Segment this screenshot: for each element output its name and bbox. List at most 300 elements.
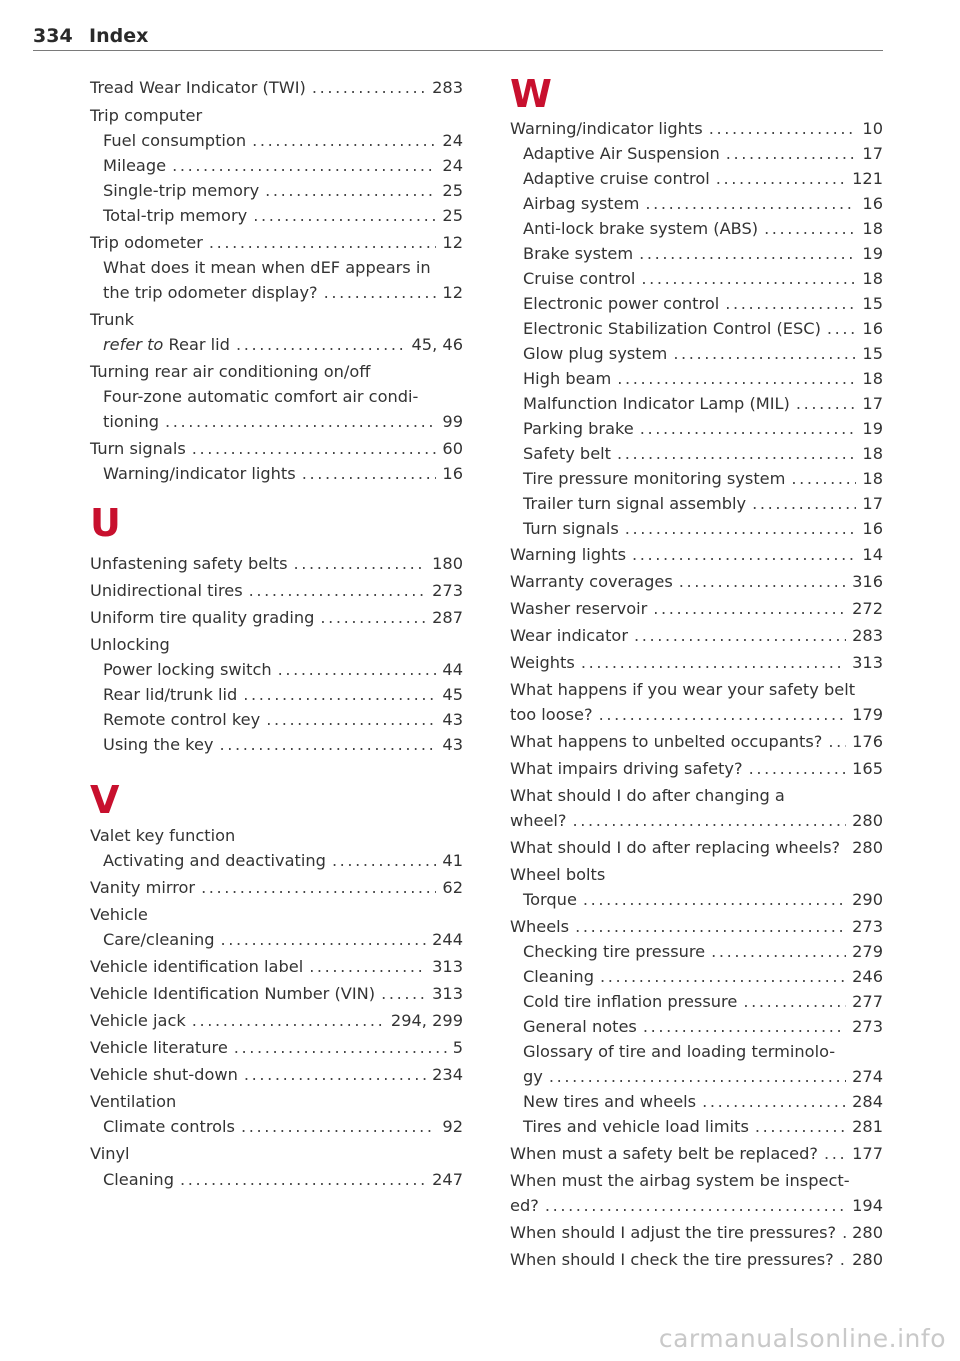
index-entry [90, 1064, 463, 1086]
index-entry [90, 634, 463, 656]
page-reference: 273 [852, 917, 883, 936]
page-reference: 25 [442, 206, 463, 225]
page-reference: 283 [432, 78, 463, 97]
page-reference: 247 [432, 1170, 463, 1189]
dot-leader [294, 553, 427, 575]
page-reference: 246 [852, 967, 883, 986]
dot-leader [752, 493, 856, 515]
dot-leader [796, 393, 857, 415]
index-entry [103, 180, 463, 202]
dot-leader [324, 282, 437, 304]
dot-leader [252, 130, 436, 152]
dot-leader [632, 544, 856, 566]
dot-leader [840, 1249, 846, 1271]
index-entry [510, 544, 883, 566]
index-entry [103, 684, 463, 706]
dot-leader [249, 580, 426, 602]
page-reference: 313 [432, 957, 463, 976]
entry-text: Safety belt [523, 444, 612, 463]
entry-text: Torque [523, 890, 577, 909]
entry-text: tioning [103, 412, 160, 431]
index-entry [510, 1143, 883, 1165]
page-number: 334 [33, 25, 73, 47]
entry-text: Airbag system [523, 194, 640, 213]
dot-leader [180, 1169, 426, 1191]
dot-leader [309, 956, 426, 978]
page-reference: 274 [852, 1067, 883, 1086]
dot-leader [253, 205, 436, 227]
entry-text: What happens to unbelted occupants? [510, 732, 823, 751]
entry-text: Electronic Stabilization Control (ESC) [523, 319, 821, 338]
page-reference: 10 [862, 119, 883, 138]
dot-leader [709, 118, 857, 140]
page-reference: 313 [852, 653, 883, 672]
dot-leader [641, 268, 856, 290]
page-reference: 43 [442, 735, 463, 754]
entry-text: Turn signals [523, 519, 619, 538]
dot-leader [221, 929, 427, 951]
page-reference: 287 [432, 608, 463, 627]
entry-text: Trailer turn signal assembly [523, 494, 747, 513]
index-entry [523, 1116, 883, 1138]
index-entry [103, 463, 463, 485]
index-entry [523, 518, 883, 540]
index-entry [510, 785, 883, 807]
dot-leader [625, 518, 857, 540]
index-entry [103, 282, 463, 304]
page-reference: 234 [432, 1065, 463, 1084]
page-reference: 273 [852, 1017, 883, 1036]
dot-leader [617, 443, 856, 465]
page-reference: 280 [852, 1223, 883, 1242]
dot-leader [824, 1143, 846, 1165]
dot-leader [743, 991, 846, 1013]
index-entry [103, 709, 463, 731]
dot-leader [265, 180, 436, 202]
entry-text: Four-zone automatic comfort air condi- [103, 387, 419, 406]
entry-text: When must a safety belt be replaced? [510, 1144, 819, 1163]
entry-text: ed? [510, 1196, 539, 1215]
entry-text: Unfastening safety belts [90, 554, 288, 573]
page-reference: 17 [862, 394, 883, 413]
dot-leader [381, 983, 426, 1005]
page-reference: 12 [442, 233, 463, 252]
page-title: Index [89, 25, 149, 47]
entry-text: Weights [510, 653, 575, 672]
entry-text: Vehicle shut-down [90, 1065, 238, 1084]
entry-text: Electronic power control [523, 294, 720, 313]
entry-text: Cleaning [523, 967, 594, 986]
page-reference: 179 [852, 705, 883, 724]
index-entry [90, 232, 463, 254]
entry-text: Tire pressure monitoring system [523, 469, 786, 488]
dot-leader [828, 731, 846, 753]
index-entry [510, 598, 883, 620]
index-entry [510, 1195, 883, 1217]
page-reference: 12 [442, 283, 463, 302]
page-reference: 283 [852, 626, 883, 645]
index-entry [510, 837, 883, 859]
index-entry [510, 118, 883, 140]
page-reference: 121 [852, 169, 883, 188]
index-entry [510, 864, 883, 886]
entry-text: What should I do after changing a [510, 786, 785, 805]
index-entry [510, 1249, 883, 1271]
page-reference: 45, 46 [411, 335, 463, 354]
entry-text: Trunk [90, 310, 135, 329]
index-entry [523, 1016, 883, 1038]
index-entry [90, 580, 463, 602]
index-entry [523, 318, 883, 340]
page-reference: 24 [442, 156, 463, 175]
dot-leader [639, 243, 856, 265]
entry-text: Glossary of tire and loading terminolo- [523, 1042, 836, 1061]
dot-leader [725, 293, 856, 315]
index-entry [103, 929, 463, 951]
page-reference: 194 [852, 1196, 883, 1215]
entry-text: General notes [523, 1017, 637, 1036]
entry-text: Vehicle literature [90, 1038, 228, 1057]
dot-leader [192, 438, 437, 460]
entry-text: Unidirectional tires [90, 581, 243, 600]
index-entry [90, 309, 463, 331]
dot-leader [549, 1066, 846, 1088]
dot-leader [573, 810, 847, 832]
page-header [33, 24, 883, 51]
page-reference: 17 [862, 494, 883, 513]
entry-text: Vehicle jack [90, 1011, 186, 1030]
index-entry [510, 1170, 883, 1192]
page-reference: 165 [852, 759, 883, 778]
entry-text: What does it mean when dEF appears in [103, 258, 431, 277]
dot-leader [842, 1222, 846, 1244]
entry-text: High beam [523, 369, 612, 388]
page-reference: 281 [852, 1117, 883, 1136]
page-reference: 177 [852, 1144, 883, 1163]
index-entry [510, 571, 883, 593]
index-entry [523, 1091, 883, 1113]
index-entry [90, 1091, 463, 1113]
index-entry [523, 468, 883, 490]
index-entry [523, 443, 883, 465]
dot-leader [209, 232, 437, 254]
page-reference: 5 [452, 1038, 463, 1057]
entry-text: the trip odometer display? [103, 283, 318, 302]
dot-leader [673, 343, 856, 365]
page-reference: 16 [862, 319, 883, 338]
index-entry [523, 941, 883, 963]
dot-leader [645, 193, 856, 215]
index-entry [523, 268, 883, 290]
page-reference: 14 [862, 545, 883, 564]
entry-text: Mileage [103, 156, 167, 175]
entry-text: Warning/indicator lights [103, 464, 296, 483]
entry-text: What should I do after replacing wheels? [510, 838, 841, 857]
index-entry [103, 1116, 463, 1138]
entry-text: Tread Wear Indicator (TWI) [90, 78, 306, 97]
index-entry [510, 1222, 883, 1244]
page-reference: 60 [442, 439, 463, 458]
page-reference: 272 [852, 599, 883, 618]
page-reference: 180 [432, 554, 463, 573]
dot-leader [583, 889, 846, 911]
entry-text: wheel? [510, 811, 567, 830]
index-entry [103, 257, 463, 279]
entry-text: Cold tire inflation pressure [523, 992, 738, 1011]
dot-leader [726, 143, 857, 165]
dot-leader [302, 463, 437, 485]
index-entry [523, 193, 883, 215]
page-reference: 290 [852, 890, 883, 909]
dot-leader [243, 684, 436, 706]
page-reference: 316 [852, 572, 883, 591]
page-reference: 284 [852, 1092, 883, 1111]
dot-leader [755, 1116, 846, 1138]
index-entry [103, 205, 463, 227]
page-reference: 18 [862, 219, 883, 238]
entry-text: Care/cleaning [103, 930, 215, 949]
dot-leader [600, 966, 846, 988]
dot-leader [220, 734, 437, 756]
index-entry [523, 991, 883, 1013]
index-entry [103, 659, 463, 681]
dot-leader [749, 758, 847, 780]
index-entry [103, 130, 463, 152]
dot-leader [236, 334, 406, 356]
index-entry [103, 155, 463, 177]
watermark: carmanualsonline.info [658, 1324, 946, 1353]
index-entry [523, 168, 883, 190]
dot-leader [711, 941, 846, 963]
page-reference: 18 [862, 444, 883, 463]
dot-leader [244, 1064, 426, 1086]
page-reference: 18 [862, 469, 883, 488]
page-reference: 16 [442, 464, 463, 483]
page-reference: 279 [852, 942, 883, 961]
index-entry [523, 889, 883, 911]
index-entry [90, 77, 463, 99]
dot-leader [653, 598, 846, 620]
index-entry [523, 243, 883, 265]
index-entry [510, 731, 883, 753]
index-entry [103, 850, 463, 872]
index-entry [90, 983, 463, 1005]
index-entry [90, 956, 463, 978]
dot-leader [617, 368, 856, 390]
dot-leader [827, 318, 856, 340]
index-entry [90, 105, 463, 127]
entry-text: Turn signals [90, 439, 186, 458]
entry-text: Parking brake [523, 419, 634, 438]
page-reference: 277 [852, 992, 883, 1011]
entry-text: too loose? [510, 705, 593, 724]
index-entry [523, 293, 883, 315]
entry-text: When must the airbag system be inspect- [510, 1171, 850, 1190]
entry-text: Using the key [103, 735, 214, 754]
entry-text: Adaptive Air Suspension [523, 144, 720, 163]
entry-text: Adaptive cruise control [523, 169, 710, 188]
index-entry [103, 734, 463, 756]
entry-text: Turning rear air conditioning on/off [90, 362, 371, 381]
entry-text: Ventilation [90, 1092, 177, 1111]
index-entry [103, 1169, 463, 1191]
page-reference: 273 [432, 581, 463, 600]
page-reference: 313 [432, 984, 463, 1003]
page-reference: 15 [862, 294, 883, 313]
page-reference: 41 [442, 851, 463, 870]
page-reference: 16 [862, 519, 883, 538]
dot-leader [320, 607, 426, 629]
section-letter-v: V [90, 778, 120, 822]
index-entry [523, 1066, 883, 1088]
index-entry [90, 1010, 463, 1032]
entry-text: Total-trip memory [103, 206, 248, 225]
page-reference: 99 [442, 412, 463, 431]
index-entry [90, 904, 463, 926]
page-reference: 19 [862, 244, 883, 263]
page-reference: 280 [852, 1250, 883, 1269]
index-entry [90, 607, 463, 629]
section-letter-u: U [90, 501, 121, 545]
entry-text: Wheel bolts [510, 865, 606, 884]
dot-leader [165, 411, 436, 433]
dot-leader [545, 1195, 846, 1217]
entry-text: Cruise control [523, 269, 636, 288]
entry-text: Trip computer [90, 106, 203, 125]
dot-leader [679, 571, 846, 593]
dot-leader [575, 916, 846, 938]
entry-text [103, 334, 230, 356]
page-reference: 294, 299 [390, 1011, 463, 1030]
entry-text: Brake system [523, 244, 634, 263]
entry-label: Rear lid [168, 335, 230, 354]
entry-text: Vehicle identification label [90, 957, 304, 976]
dot-leader [234, 1037, 447, 1059]
page-reference: 43 [442, 710, 463, 729]
entry-text: Glow plug system [523, 344, 668, 363]
dot-leader [192, 1010, 385, 1032]
index-entry [90, 877, 463, 899]
page-reference: 176 [852, 732, 883, 751]
entry-text: Cleaning [103, 1170, 174, 1189]
entry-text: Anti-lock brake system (ABS) [523, 219, 759, 238]
section-letter-w: W [510, 72, 552, 116]
index-entry [510, 810, 883, 832]
index-entry [103, 386, 463, 408]
entry-text: Vehicle Identification Number (VIN) [90, 984, 376, 1003]
page-reference: 15 [862, 344, 883, 363]
entry-text: Climate controls [103, 1117, 235, 1136]
page-reference: 18 [862, 369, 883, 388]
index-entry [510, 679, 883, 701]
entry-text: Vinyl [90, 1144, 130, 1163]
page-reference: 16 [862, 194, 883, 213]
index-entry [523, 418, 883, 440]
page-reference: 44 [442, 660, 463, 679]
index-entry [90, 1143, 463, 1165]
dot-leader [201, 877, 436, 899]
dot-leader [634, 625, 846, 647]
entry-text: Tires and vehicle load limits [523, 1117, 749, 1136]
index-entry [523, 143, 883, 165]
entry-text: Warning/indicator lights [510, 119, 703, 138]
entry-text: Warranty coverages [510, 572, 673, 591]
index-entry [510, 652, 883, 674]
index-entry [103, 411, 463, 433]
page-reference: 45 [442, 685, 463, 704]
entry-text: Uniform tire quality grading [90, 608, 315, 627]
entry-text: Warning lights [510, 545, 627, 564]
page-reference: 19 [862, 419, 883, 438]
entry-text: When should I adjust the tire pressures? [510, 1223, 837, 1242]
dot-leader [241, 1116, 436, 1138]
entry-text: Washer reservoir [510, 599, 648, 618]
entry-text: Single-trip memory [103, 181, 260, 200]
page-reference: 24 [442, 131, 463, 150]
dot-leader [312, 77, 426, 99]
dot-leader [599, 704, 847, 726]
entry-text: Remote control key [103, 710, 261, 729]
page-reference: 280 [852, 838, 884, 857]
index-entry [523, 1041, 883, 1063]
entry-text: Activating and deactivating [103, 851, 326, 870]
entry-text: New tires and wheels [523, 1092, 697, 1111]
dot-leader [581, 652, 846, 674]
page-reference: 17 [862, 144, 883, 163]
index-entry [90, 553, 463, 575]
entry-text: Unlocking [90, 635, 170, 654]
cross-reference-label: refer to [103, 335, 164, 354]
index-entry [510, 704, 883, 726]
entry-text: Malfunction Indicator Lamp (MIL) [523, 394, 790, 413]
index-entry [90, 361, 463, 383]
index-entry [510, 625, 883, 647]
dot-leader [332, 850, 436, 872]
dot-leader [791, 468, 856, 490]
dot-leader [278, 659, 437, 681]
entry-text: gy [523, 1067, 543, 1086]
entry-text: When should I check the tire pressures? [510, 1250, 834, 1269]
dot-leader [172, 155, 436, 177]
page-reference: 280 [852, 811, 883, 830]
entry-text: Power locking switch [103, 660, 272, 679]
index-entry [90, 825, 463, 847]
index-entry [523, 368, 883, 390]
entry-text: Checking tire pressure [523, 942, 706, 961]
entry-text: Trip odometer [90, 233, 203, 252]
index-entry [103, 334, 463, 356]
index-entry [90, 1037, 463, 1059]
dot-leader [702, 1091, 846, 1113]
index-entry [90, 438, 463, 460]
dot-leader [266, 709, 436, 731]
index-entry [523, 218, 883, 240]
entry-text: Vehicle [90, 905, 148, 924]
page-reference: 92 [442, 1117, 463, 1136]
page-reference: 62 [442, 878, 463, 897]
dot-leader [643, 1016, 846, 1038]
entry-text: Valet key function [90, 826, 236, 845]
entry-text: Wheels [510, 917, 570, 936]
entry-text: Rear lid/trunk lid [103, 685, 238, 704]
dot-leader [764, 218, 856, 240]
index-entry [510, 916, 883, 938]
dot-leader [716, 168, 846, 190]
entry-text: Vanity mirror [90, 878, 196, 897]
index-entry [523, 343, 883, 365]
index-entry [523, 393, 883, 415]
page-reference: 25 [442, 181, 463, 200]
